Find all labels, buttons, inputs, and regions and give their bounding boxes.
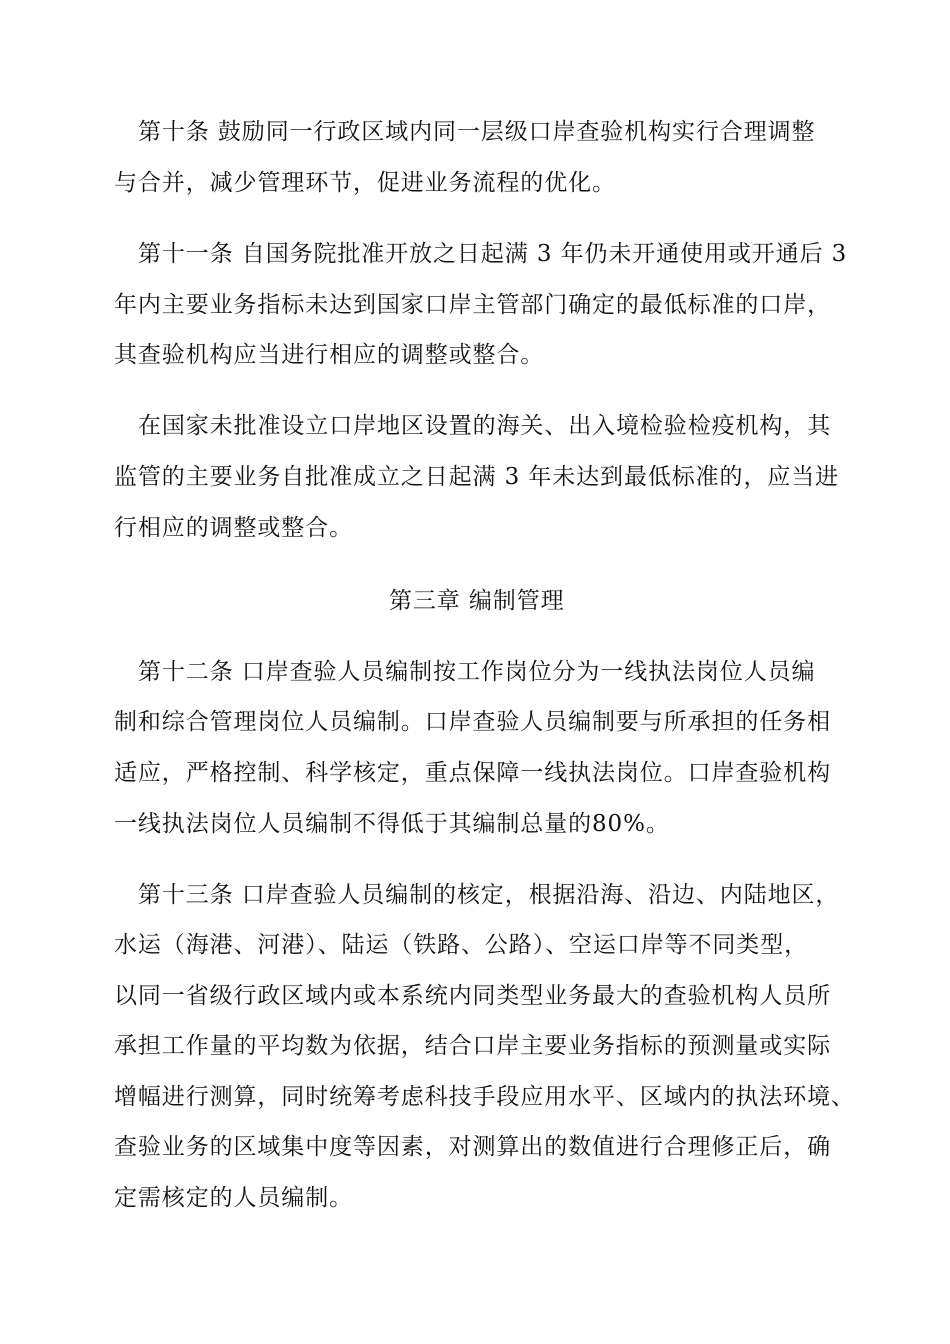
article-13-line-7: 定需核定的人员编制。 xyxy=(114,1185,353,1211)
article-12-line-1: 第十二条 口岸查验人员编制按工作岗位分为一线执法岗位人员编 xyxy=(138,659,816,685)
article-13-line-2: 水运（海港、河港）、陆运（铁路、公路）、空运口岸等不同类型， xyxy=(114,932,808,958)
article-10-line-2: 与合并，减少管理环节，促进业务流程的优化。 xyxy=(114,170,616,196)
article-12-line-2: 制和综合管理岗位人员编制。口岸查验人员编制要与所承担的任务相 xyxy=(114,709,831,735)
article-13-line-3: 以同一省级行政区域内或本系统内同类型业务最大的查验机构人员所 xyxy=(114,983,831,1009)
article-10-line-1: 第十条 鼓励同一行政区域内同一层级口岸查验机构实行合理调整 xyxy=(138,119,816,145)
chapter-3-heading: 第三章 编制管理 xyxy=(389,588,565,614)
article-11-line-1: 第十一条 自国务院批准开放之日起满 3 年仍未开通使用或开通后 3 xyxy=(138,241,848,267)
article-12-line-3: 适应，严格控制、科学核定，重点保障一线执法岗位。口岸查验机构 xyxy=(114,760,831,786)
article-12-line-4: 一线执法岗位人员编制不得低于其编制总量的80%。 xyxy=(114,811,670,837)
article-11-p2-line-1: 在国家未批准设立口岸地区设置的海关、出入境检验检疫机构，其 xyxy=(138,413,832,439)
article-11-p2-line-2: 监管的主要业务自批准成立之日起满 3 年未达到最低标准的，应当进 xyxy=(114,464,840,490)
article-11-p2-line-3: 行相应的调整或整合。 xyxy=(114,515,353,541)
article-11-line-3: 其查验机构应当进行相应的调整或整合。 xyxy=(114,342,545,368)
article-11-line-2: 年内主要业务指标未达到国家口岸主管部门确定的最低标准的口岸， xyxy=(114,292,831,318)
article-13-line-4: 承担工作量的平均数为依据，结合口岸主要业务指标的预测量或实际 xyxy=(114,1033,831,1059)
article-13-line-5: 增幅进行测算，同时统筹考虑科技手段应用水平、区域内的执法环境、 xyxy=(114,1084,855,1110)
article-13-line-1: 第十三条 口岸查验人员编制的核定，根据沿海、沿边、内陆地区， xyxy=(138,882,840,908)
article-13-line-6: 查验业务的区域集中度等因素，对测算出的数值进行合理修正后，确 xyxy=(114,1134,831,1160)
